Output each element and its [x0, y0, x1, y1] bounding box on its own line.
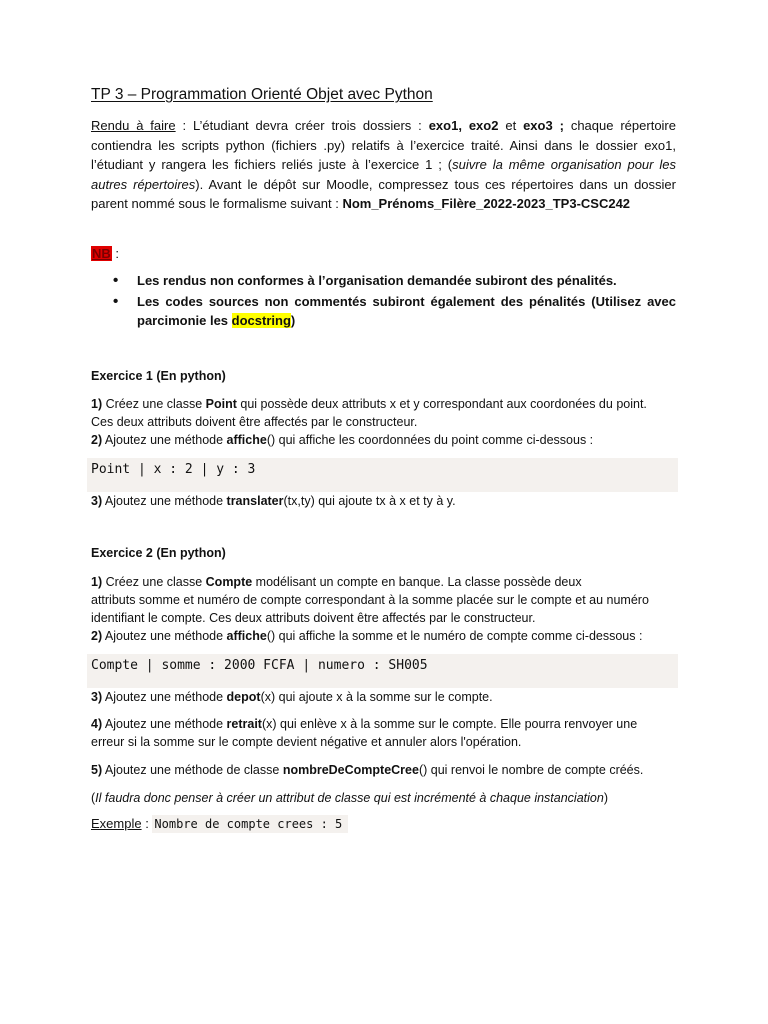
q-text: Ajoutez une méthode — [102, 629, 227, 643]
bullet-text-2: Les codes sources non commentés subiront également des pénalités (Utilisez avec parcimonie les — [137, 293, 676, 328]
note-text: Il faudra donc penser à créer un attribut de classe qui est incrémenté à chaque instanciation — [95, 791, 604, 805]
q-number: 3) — [91, 494, 103, 508]
q-text: qui possède deux attributs x et y correspondant aux coordonées du point. — [236, 397, 647, 411]
intro-text-4: ). Avant le dépôt sur Moodle, compressez tous ces répertoires dans un dossier parent nommé sous le formalisme suivant : — [91, 176, 676, 211]
q-text: Ajoutez une méthode de classe — [102, 763, 283, 777]
q-bold: depot — [226, 690, 261, 704]
ex2-question-5 — [91, 761, 681, 779]
q-number: 2) — [91, 629, 103, 643]
nb-suffix: : — [111, 246, 120, 261]
q-text: (x) qui ajoute x à la somme sur le compte. — [260, 690, 493, 704]
list-item — [113, 271, 676, 291]
q-bold: Compte — [205, 575, 253, 589]
q-text: () qui renvoi le nombre de compte créés. — [418, 763, 644, 777]
q-number: 3) — [91, 690, 103, 704]
intro-bold-2: exo3 ; — [523, 118, 564, 133]
instructions-paragraph — [91, 116, 676, 214]
note-paren: ( — [91, 791, 96, 805]
q-text: (x) qui enlève x à la somme sur le compte. Elle pourra renvoyer une — [261, 717, 638, 731]
ex1-question-3 — [91, 492, 681, 510]
q-text: Créez une classe — [102, 575, 206, 589]
q-bold: retrait — [226, 717, 262, 731]
nb-note — [91, 244, 119, 263]
archive-name-format: Nom_Prénoms_Filère_2022-2023_TP3-CSC242 — [342, 196, 631, 211]
ex2-question-1 — [91, 573, 681, 645]
q-text: Ces deux attributs doivent être affectés par le constructeur. — [91, 415, 418, 429]
rendu-label: Rendu à faire — [91, 118, 176, 133]
q-text: Ajoutez une méthode — [102, 494, 227, 508]
q-bold: nombreDeCompteCree — [282, 763, 419, 777]
nb-tag: NB — [92, 246, 111, 261]
point-output-code: Point | x : 2 | y : 3 — [87, 458, 678, 492]
q-text: Créez une classe — [102, 397, 206, 411]
docstring-highlight: docstring — [231, 313, 291, 328]
q-text: Ajoutez une méthode — [102, 717, 227, 731]
intro-bold-1: exo1, exo2 — [428, 118, 499, 133]
q-text: modélisant un compte en banque. La classe possède deux — [252, 575, 582, 589]
q-number: 1) — [91, 575, 103, 589]
example-sep: : — [141, 816, 153, 831]
exercise-2-heading: Exercice 2 (En python) — [91, 546, 226, 560]
bullet-text-1: Les rendus non conformes à l’organisation demandée subiront des pénalités. — [137, 273, 617, 288]
q-bold: affiche — [226, 629, 267, 643]
example-label: Exemple — [91, 816, 142, 831]
q-number: 2) — [91, 433, 103, 447]
intro-text-3: chaque répertoire contiendra les scripts python (fichiers .py) relatifs à l’exercice traité. Ainsi dans le dossier exo1, l’étudiant y rangera les fichiers reliés juste à l’exercice 1 ; ( — [91, 118, 676, 172]
ex2-note — [91, 789, 681, 807]
q-number: 1) — [91, 397, 103, 411]
list-item — [113, 292, 676, 331]
ex2-question-4 — [91, 715, 681, 751]
document-title: TP 3 – Programmation Orienté Objet avec Python — [91, 86, 433, 103]
q-number: 5) — [91, 763, 103, 777]
q-text: (tx,ty) qui ajoute tx à x et ty à y. — [283, 494, 456, 508]
intro-text-1: : L’étudiant devra créer trois dossiers : — [175, 118, 429, 133]
intro-text-2: et — [498, 118, 524, 133]
bullet-text-2-end: ) — [290, 313, 296, 328]
q-text: () qui affiche les coordonnées du point comme ci-dessous : — [266, 433, 594, 447]
q-text: Ajoutez une méthode — [102, 433, 227, 447]
intro-italic: suivre la même organisation pour les autres répertoires — [91, 157, 677, 192]
q-text: identifiant le compte. Ces deux attributs doivent être affectés par le constructeur. — [91, 611, 536, 625]
compte-output-code: Compte | somme : 2000 FCFA | numero : SH005 — [87, 654, 678, 688]
q-bold: Point — [205, 397, 237, 411]
q-number: 4) — [91, 717, 103, 731]
q-text: attributs somme et numéro de compte correspondant à la somme placée sur le compte et au numéro — [91, 593, 649, 607]
ex2-question-3 — [91, 688, 681, 706]
q-bold: affiche — [226, 433, 267, 447]
example-line — [91, 816, 348, 831]
q-text: Ajoutez une méthode — [102, 690, 227, 704]
note-paren: ) — [603, 791, 608, 805]
q-bold: translater — [226, 494, 284, 508]
example-code: Nombre de compte crees : 5 — [152, 815, 348, 833]
q-text: () qui affiche la somme et le numéro de compte comme ci-dessous : — [266, 629, 643, 643]
exercise-1-heading: Exercice 1 (En python) — [91, 369, 226, 383]
q-text: erreur si la somme sur le compte devient négative et annuler alors l'opération. — [91, 735, 522, 749]
penalties-list — [113, 271, 676, 332]
ex1-question-1 — [91, 395, 681, 449]
